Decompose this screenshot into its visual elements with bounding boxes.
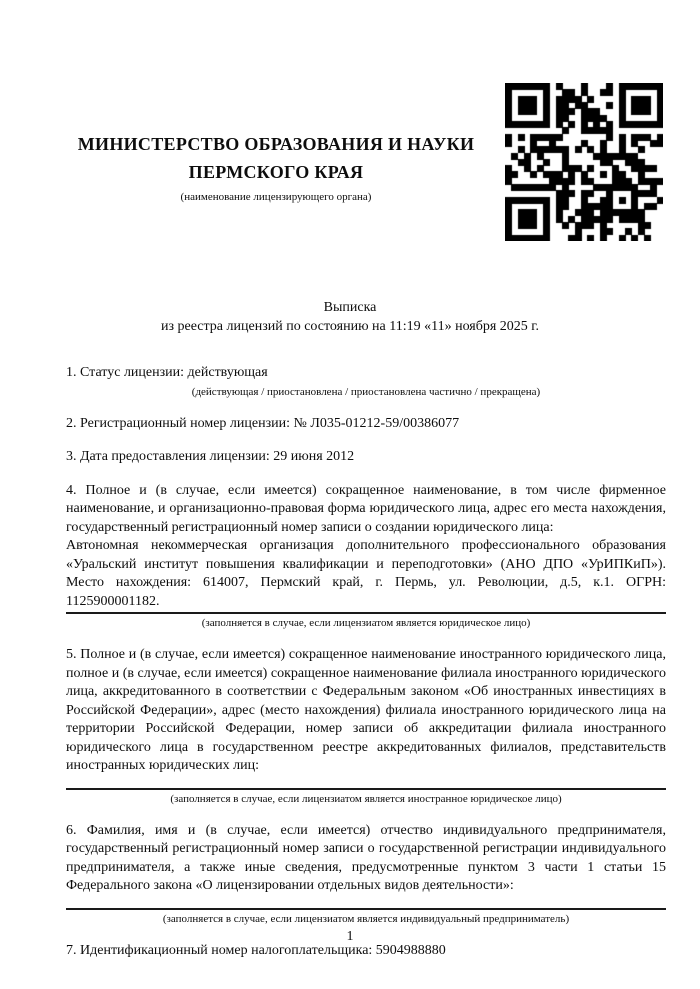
item-individual-entrepreneur [66,822,666,927]
ministry-header [66,130,486,204]
item-legal-entity-caption: (заполняется в случае, если лицензиатом является юридическое лицо) [201,617,531,629]
document-title [50,298,650,336]
item-grant-date [66,448,666,467]
fill-line [66,908,666,910]
fill-line [66,788,666,790]
item-individual-entrepreneur-caption: (заполняется в случае, если лицензиатом является индивидуальный предприниматель) [162,912,570,925]
document-title-line1: Выписка [323,300,377,315]
page-number: 1 [346,929,354,944]
item-foreign-entity [66,646,666,807]
fill-line [66,612,666,614]
document-body [66,364,666,975]
item-individual-entrepreneur-text: 6. Фамилия, имя и (в случае, если имеется) отчество индивидуального предпринимателя, государственный регистрационный номер записи о государственной регистрации индивидуального предпринимателя, а также иные сведения, предусмотренные пунктом 3 части 1 статьи 15 Федерального закона «О лицензировании отдельных видов деятельности»: [66,822,666,893]
item-legal-entity-answer: Автономная некоммерческая организация дополнительного профессионального образования «Уральский институт повышения квалификации и переподготовки» (АНО ДПО «УрИПКиП»). Место нахождения: 614007, Пермский край, г. Пермь, ул. Революции, д.5, к.1. ОГРН: 1125900001182. [66,538,666,609]
item-license-status-text: 1. Статус лицензии: действующая [66,365,268,380]
item-registration-number-text: 2. Регистрационный номер лицензии: № Л035-01212-59/00386077 [66,415,460,431]
licensing-authority-caption: (наименование лицензирующего органа) [180,191,372,203]
item-grant-date-text: 3. Дата предоставления лицензии: 29 июня 2012 [66,449,355,464]
document-title-line2: из реестра лицензий по состоянию на 11:19 «11» ноября 2025 г. [161,319,539,334]
ministry-name-line1: МИНИСТЕРСТВО ОБРАЗОВАНИЯ И НАУКИ [77,134,475,154]
item-taxpayer-number-text: 7. Идентификационный номер налогоплательщика: 5904988880 [66,942,446,958]
ministry-name-line2: ПЕРМСКОГО КРАЯ [188,162,364,182]
item-license-status [66,364,666,400]
item-legal-entity [66,482,666,632]
item-legal-entity-text: 4. Полное и (в случае, если имеется) сокращенное наименование, в том числе фирменное наименование, и организационно-правовая форма юридического лица, адрес его места нахождения, государственный регистрационный номер записи о создании юридического лица: [66,482,666,535]
item-foreign-entity-text: 5. Полное и (в случае, если имеется) сокращенное наименование иностранного юридического лица, полное и (в случае, если имеется) сокращенное наименование филиала иностранного юридического лица, аккредитованного в соответствии с Федеральным законом «Об иностранных инвестициях в Российской Федерации», адрес (место нахождения) филиала иностранного юридического лица на территории Российской Федерации, номер записи об аккредитации филиала иностранного юридического лица в государственном реестре аккредитованных филиалов, представительств иностранных юридических лиц: [66,647,666,773]
item-registration-number [66,415,666,434]
item-foreign-entity-caption: (заполняется в случае, если лицензиатом является иностранное юридическое лицо) [170,792,562,805]
qr-code-icon [505,83,663,241]
item-license-status-caption: (действующая / приостановлена / приостановлена частично / прекращена) [191,385,541,398]
